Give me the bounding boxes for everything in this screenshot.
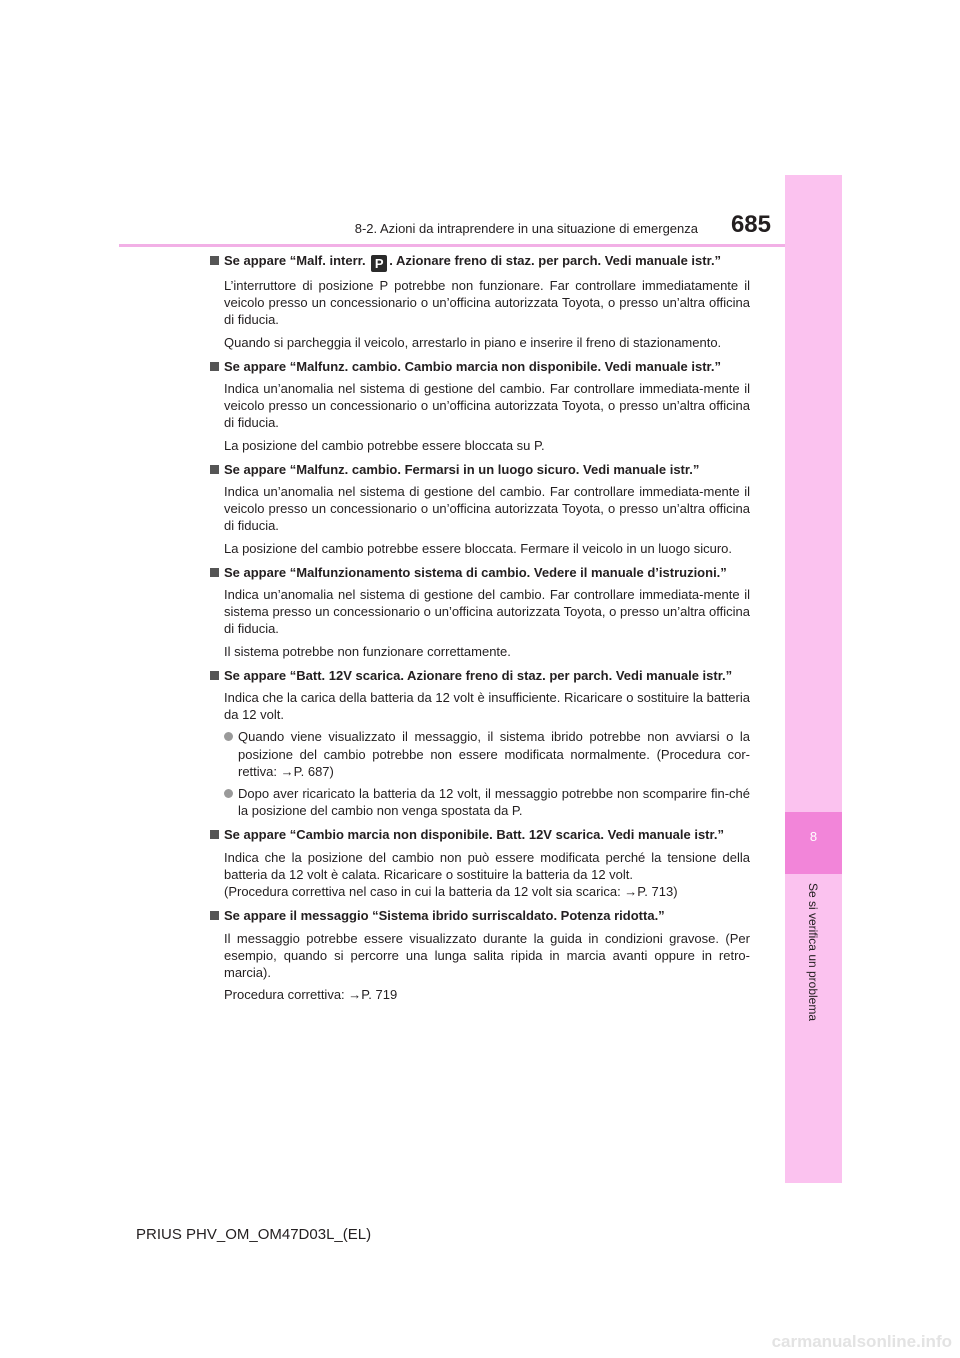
paragraph: La posizione del cambio potrebbe essere bloccata. Fermare il veicolo in un luogo sicuro.: [224, 540, 733, 556]
paragraph: Indica che la carica della batteria da 12 volt è insufficiente. Ricaricare o sostituire la batteria da 12 volt.: [224, 690, 750, 723]
paragraph: Procedura correttiva: →P. 719: [224, 987, 398, 1003]
watermark: carmanualsonline.info: [771, 1332, 952, 1351]
paragraph: Il sistema potrebbe non funzionare correttamente.: [224, 643, 511, 659]
heading-text: Se appare “Cambio marcia non disponibile. Batt. 12V scarica. Vedi manuale istr.”: [224, 827, 724, 843]
square-bullet-icon: [210, 568, 219, 577]
paragraph: [224, 849, 750, 901]
round-bullet-icon: [224, 732, 233, 741]
heading-text: Se appare “Malfunz. cambio. Fermarsi in un luogo sicuro. Vedi manuale istr.”: [224, 461, 700, 477]
page-number: 685: [730, 211, 771, 238]
paragraph: Indica un’anomalia nel sistema di gestione del cambio. Far controllare immediata-mente il veicolo presso un concessionario o un’officina autorizzata Toyota, o presso un’altra officina di fiducia.: [224, 381, 750, 431]
square-bullet-icon: [210, 256, 219, 265]
heading-text-part-2: . Azionare freno di staz. per parch. Vedi manuale istr.”: [389, 253, 722, 268]
heading-text-part-1: Se appare “Malf. interr.: [224, 253, 370, 268]
paragraph: Quando si parcheggia il veicolo, arrestarlo in piano e inserire il freno di stazionamento.: [224, 334, 722, 350]
paragraph: Il messaggio potrebbe essere visualizzato durante la guida in condizioni gravose. (Per esempio, quando si percorre una lunga salita ripida in marcia avanti oppure in retro-marcia).: [224, 930, 750, 980]
paragraph-line: (Procedura correttiva nel caso in cui la batteria da 12 volt sia scarica: →P. 713): [224, 884, 678, 900]
square-bullet-icon: [210, 911, 219, 920]
section-heading: [210, 358, 750, 375]
paragraph: Indica un’anomalia nel sistema di gestione del cambio. Far controllare immediata-mente il sistema presso un concessionario o un’officina autorizzata Toyota, o presso un’altra officina di fiducia.: [224, 587, 750, 637]
side-tab-strip: [785, 175, 842, 1183]
heading-text: Se appare “Batt. 12V scarica. Azionare freno di staz. per parch. Vedi manuale istr.”: [224, 667, 733, 683]
bullet-text: Quando viene visualizzato il messaggio, il sistema ibrido potrebbe non avviarsi o la posizione del cambio potrebbe non essere modificata normalmente. (Procedura cor-rettiva: →P. 687): [238, 729, 750, 779]
section-heading: [210, 667, 750, 684]
square-bullet-icon: [210, 465, 219, 474]
heading-text: Se appare “Malfunzionamento sistema di cambio. Vedere il manuale d’istruzioni.”: [224, 564, 727, 580]
bullet-text: Dopo aver ricaricato la batteria da 12 volt, il messaggio potrebbe non scomparire fin-ché la posizione del cambio non venga spostata da P.: [238, 786, 750, 819]
round-bullet-icon: [224, 789, 233, 798]
section-heading: [210, 907, 750, 924]
paragraph: L’interruttore di posizione P potrebbe non funzionare. Far controllare immediatamente il veicolo presso un concessionario o un’officina autorizzata Toyota, o presso un’altra officina di fiducia.: [224, 278, 750, 328]
chapter-number: 8: [809, 829, 818, 844]
bullet-item: [224, 785, 750, 819]
section-heading: [210, 252, 750, 272]
paragraph-line: Indica che la posizione del cambio non può essere modificata perché la tensione della batteria da 12 volt è calata. Ricaricare o sostituire la batteria da 12 volt.: [224, 849, 750, 882]
square-bullet-icon: [210, 362, 219, 371]
paragraph: La posizione del cambio potrebbe essere bloccata su P.: [224, 437, 545, 453]
heading-text: Se appare “Malfunz. cambio. Cambio marcia non disponibile. Vedi manuale istr.”: [224, 358, 722, 374]
heading-text: Se appare il messaggio “Sistema ibrido surriscaldato. Potenza ridotta.”: [224, 908, 665, 924]
square-bullet-icon: [210, 830, 219, 839]
section-heading: [210, 461, 750, 478]
section-title: 8-2. Azioni da intraprendere in una situazione di emergenza: [354, 221, 698, 236]
bullet-item: [224, 728, 750, 780]
square-bullet-icon: [210, 671, 219, 680]
section-heading: [210, 564, 750, 581]
chapter-title: Se si verifica un problema: [806, 882, 820, 1022]
paragraph: Indica un’anomalia nel sistema di gestione del cambio. Far controllare immediata-mente il veicolo presso un concessionario o un’officina autorizzata Toyota, o presso un’altra officina di fiducia.: [224, 484, 750, 534]
document-code: PRIUS PHV_OM_OM47D03L_(EL): [136, 1226, 372, 1243]
parking-p-icon: P: [371, 255, 387, 272]
page-content: [210, 252, 750, 1003]
header-rule: [119, 244, 785, 247]
section-heading: [210, 826, 750, 843]
